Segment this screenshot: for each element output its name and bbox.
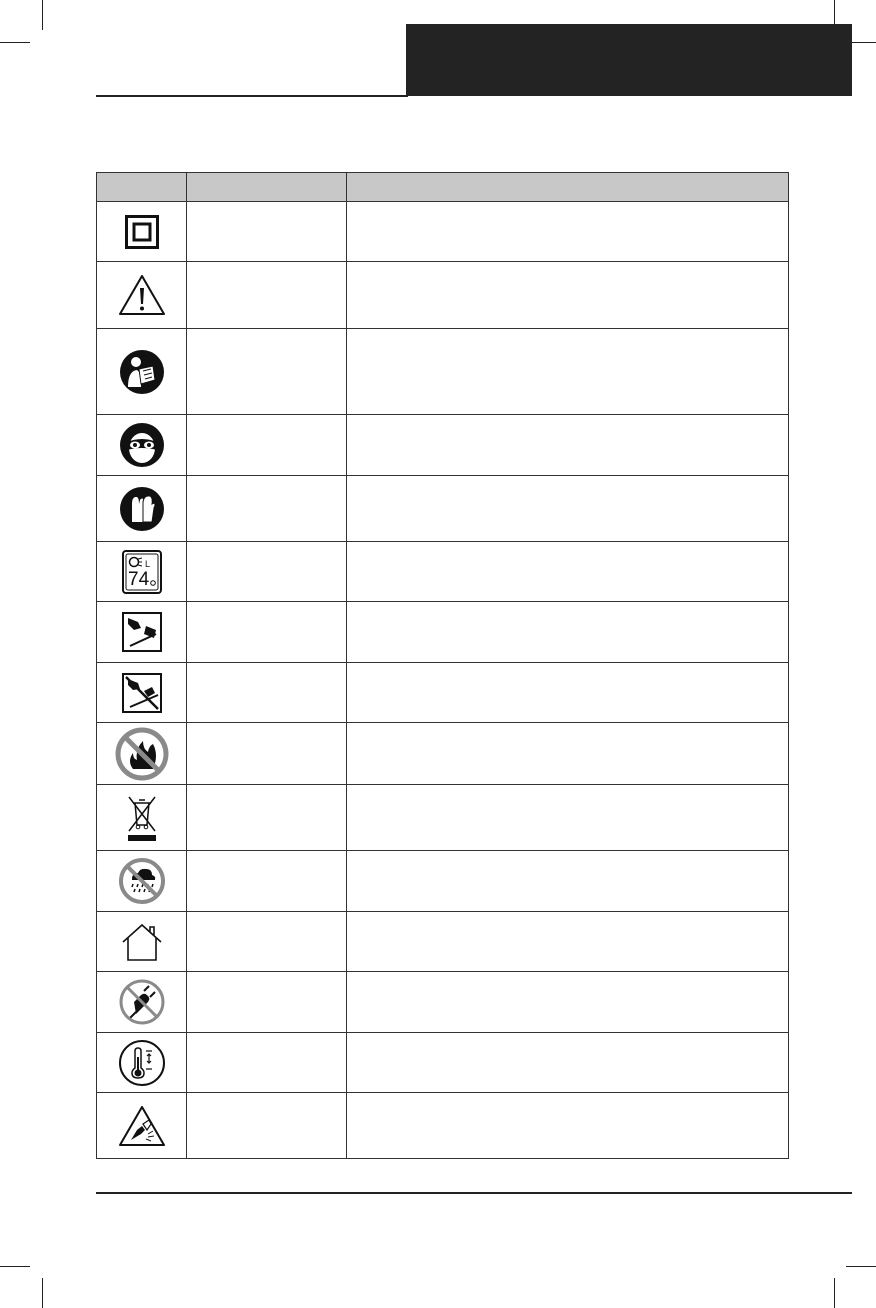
symbol-name	[187, 476, 347, 542]
crop-mark	[42, 0, 43, 30]
table-row	[97, 1093, 789, 1159]
double-insulation-icon	[125, 215, 159, 249]
crop-mark	[42, 1278, 43, 1308]
hold-with-both-hands-icon	[122, 612, 162, 652]
symbol-name	[187, 602, 347, 663]
table-row	[97, 663, 789, 723]
crop-mark	[0, 42, 30, 43]
no-open-fire-icon	[115, 727, 169, 781]
symbol-description	[347, 329, 789, 415]
do-not-expose-to-rain-icon	[118, 857, 166, 905]
table-row	[97, 329, 789, 415]
header-rule	[96, 95, 408, 97]
table-row	[97, 912, 789, 972]
read-manual-icon	[119, 349, 165, 395]
symbol-description	[347, 663, 789, 723]
table-row	[97, 262, 789, 329]
symbol-name	[187, 785, 347, 851]
symbol-name	[187, 415, 347, 476]
sound-level-unit: L	[144, 558, 150, 569]
symbol-name	[187, 972, 347, 1033]
column-header-name	[187, 173, 347, 202]
sound-power-level-icon	[122, 550, 162, 594]
header-block	[406, 24, 852, 96]
table-row	[97, 785, 789, 851]
symbol-description	[347, 1093, 789, 1159]
wear-eye-protection-icon	[119, 422, 165, 468]
symbol-name	[187, 1033, 347, 1093]
table-row	[97, 972, 789, 1033]
symbols-table	[96, 172, 789, 1159]
sharp-blade-hazard-icon	[117, 1104, 167, 1148]
weee-disposal-icon	[124, 793, 160, 843]
table-row	[97, 202, 789, 262]
symbol-name	[187, 262, 347, 329]
crop-mark	[834, 1278, 835, 1308]
symbol-name	[187, 542, 347, 602]
symbol-description	[347, 1033, 789, 1093]
column-header-description	[347, 173, 789, 202]
warning-triangle-icon	[117, 273, 167, 317]
symbol-name	[187, 851, 347, 912]
table-row	[97, 415, 789, 476]
table-row	[97, 476, 789, 542]
unplug-before-service-icon	[118, 978, 166, 1026]
crop-mark	[846, 1266, 876, 1267]
symbol-name	[187, 1093, 347, 1159]
symbol-description	[347, 602, 789, 663]
symbol-name	[187, 723, 347, 785]
symbol-description	[347, 262, 789, 329]
symbol-description	[347, 785, 789, 851]
indoor-use-only-icon	[120, 922, 164, 962]
table-row	[97, 851, 789, 912]
keep-hands-away-icon	[122, 673, 162, 713]
symbol-description	[347, 542, 789, 602]
symbol-name	[187, 663, 347, 723]
footer-rule	[96, 1192, 852, 1194]
table-row	[97, 723, 789, 785]
symbol-description	[347, 415, 789, 476]
symbol-description	[347, 851, 789, 912]
symbol-name	[187, 912, 347, 972]
symbol-name	[187, 202, 347, 262]
symbol-name	[187, 329, 347, 415]
table-header-row	[97, 173, 789, 202]
table-row	[97, 1033, 789, 1093]
column-header-symbol	[97, 173, 187, 202]
wear-gloves-icon	[119, 486, 165, 532]
crop-mark	[0, 1266, 30, 1267]
symbol-description	[347, 972, 789, 1033]
symbol-description	[347, 912, 789, 972]
sound-level-value: 74	[127, 568, 149, 590]
symbol-description	[347, 476, 789, 542]
temperature-range-icon	[118, 1039, 166, 1087]
table-row	[97, 602, 789, 663]
symbol-description	[347, 202, 789, 262]
symbol-description	[347, 723, 789, 785]
table-row	[97, 542, 789, 602]
